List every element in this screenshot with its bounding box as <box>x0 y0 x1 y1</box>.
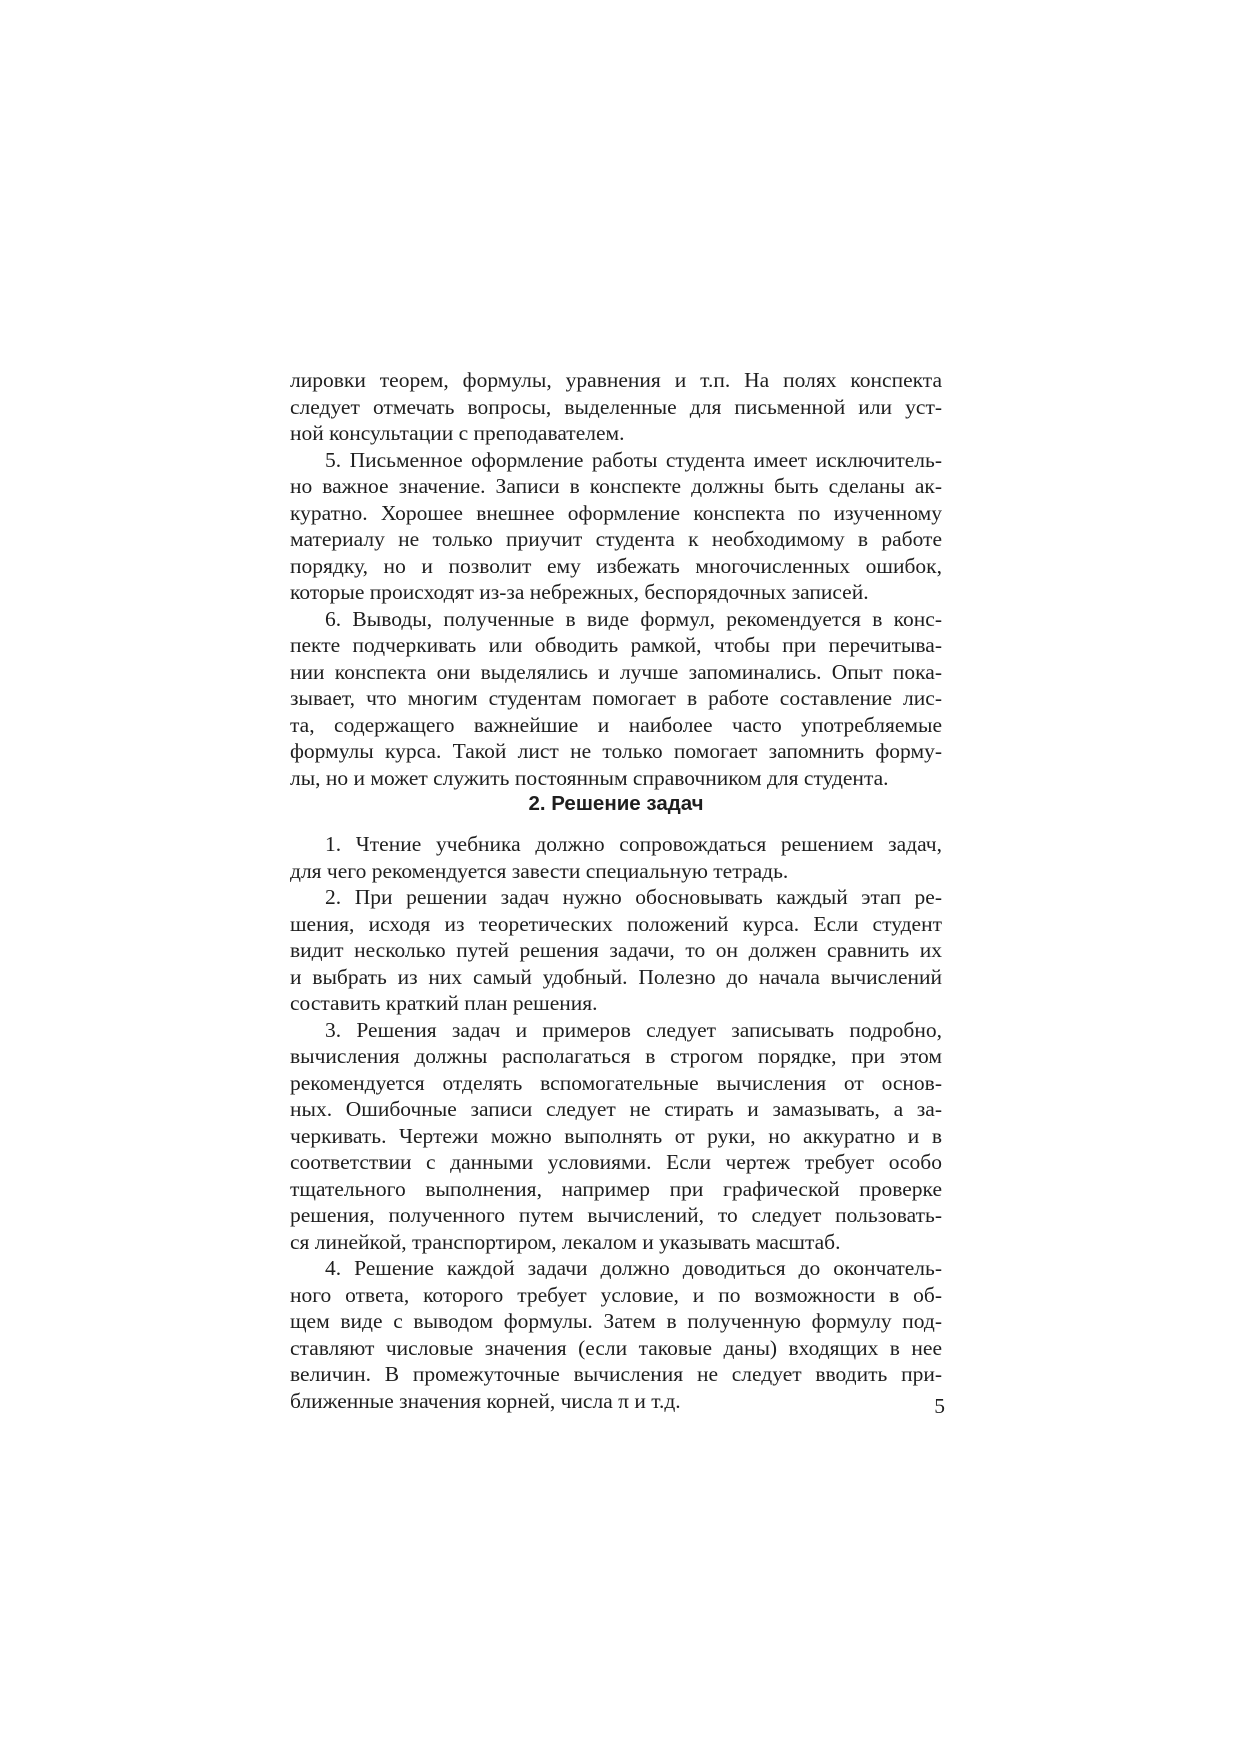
top-text-block <box>290 367 942 791</box>
text-line: величин. В промежуточные вычисления не следует вводить при- <box>290 1362 942 1386</box>
text-line: зывает, что многим студентам помогает в работе составление лис- <box>290 686 942 710</box>
text-line: лы, но и может служить постоянным справочником для студента. <box>290 765 889 790</box>
text-line: порядку, но и позволит ему избежать многочисленных ошибок, <box>290 553 942 578</box>
text-line: куратно. Хорошее внешнее оформление конспекта по изученному <box>290 500 942 525</box>
text-line: лировки теорем, формулы, уравнения и т.п. На полях конспекта <box>290 368 942 392</box>
text-line: формулы курса. Такой лист не только помогает запомнить форму- <box>290 739 942 763</box>
page-number: 5 <box>934 1394 945 1418</box>
text-line: 6. Выводы, полученные в виде формул, рекомендуется в конс- <box>325 606 942 631</box>
text-line: шения, исходя из теоретических положений курса. Если студент <box>290 911 942 936</box>
text-line: нии конспекта они выделялись и лучше запоминались. Опыт пока- <box>290 659 942 684</box>
text-line: решения, полученного путем вычислений, то следует пользовать- <box>290 1203 942 1227</box>
text-line: черкивать. Чертежи можно выполнять от руки, но аккуратно и в <box>290 1123 942 1148</box>
text-line: но важное значение. Записи в конспекте должны быть сделаны ак- <box>290 474 942 498</box>
text-line: ставляют числовые значения (если таковые даны) входящих в нее <box>290 1335 942 1360</box>
text-line: которые происходят из-за небрежных, беспорядочных записей. <box>290 580 869 604</box>
text-line: для чего рекомендуется завести специальную тетрадь. <box>290 858 789 883</box>
text-line: ной консультации с преподавателем. <box>290 421 625 445</box>
text-line: материалу не только приучит студента к необходимому в работе <box>290 527 942 551</box>
text-line: ных. Ошибочные записи следует не стирать и замазывать, а за- <box>290 1097 942 1121</box>
text-line: щем виде с выводом формулы. Затем в полученную формулу под- <box>290 1309 942 1333</box>
text-line: тщательного выполнения, например при графической проверке <box>290 1176 942 1201</box>
text-line: следует отмечать вопросы, выделенные для письменной или уст- <box>290 394 942 419</box>
text-line: 2. При решении задач нужно обосновывать каждый этап ре- <box>325 885 942 909</box>
text-line: и выбрать из них самый удобный. Полезно до начала вычислений <box>290 964 942 989</box>
text-line: 3. Решения задач и примеров следует записывать подробно, <box>325 1017 942 1042</box>
bottom-text-block <box>290 831 942 1414</box>
text-line: 4. Решение каждой задачи должно доводиться до окончатель- <box>325 1256 942 1280</box>
text-line: та, содержащего важнейшие и наиболее часто употребляемые <box>290 712 942 737</box>
section-heading: 2. Решение задач <box>528 792 704 815</box>
text-line: составить краткий план решения. <box>290 991 598 1015</box>
text-line: 1. Чтение учебника должно сопровождаться решением задач, <box>325 832 942 856</box>
text-line: 5. Письменное оформление работы студента имеет исключитель- <box>325 447 942 472</box>
text-line: ближенные значения корней, числа π и т.д. <box>290 1388 681 1413</box>
text-line: вычисления должны располагаться в строгом порядке, при этом <box>290 1044 942 1068</box>
text-line: соответствии с данными условиями. Если чертеж требует особо <box>290 1150 942 1174</box>
text-line: ного ответа, которого требует условие, и по возможности в об- <box>290 1282 942 1307</box>
text-line: пекте подчеркивать или обводить рамкой, чтобы при перечитыва- <box>290 633 942 657</box>
text-line: рекомендуется отделять вспомогательные вычисления от основ- <box>290 1070 942 1095</box>
text-line: видит несколько путей решения задачи, то он должен сравнить их <box>290 938 942 962</box>
text-line: ся линейкой, транспортиром, лекалом и указывать масштаб. <box>290 1229 841 1254</box>
